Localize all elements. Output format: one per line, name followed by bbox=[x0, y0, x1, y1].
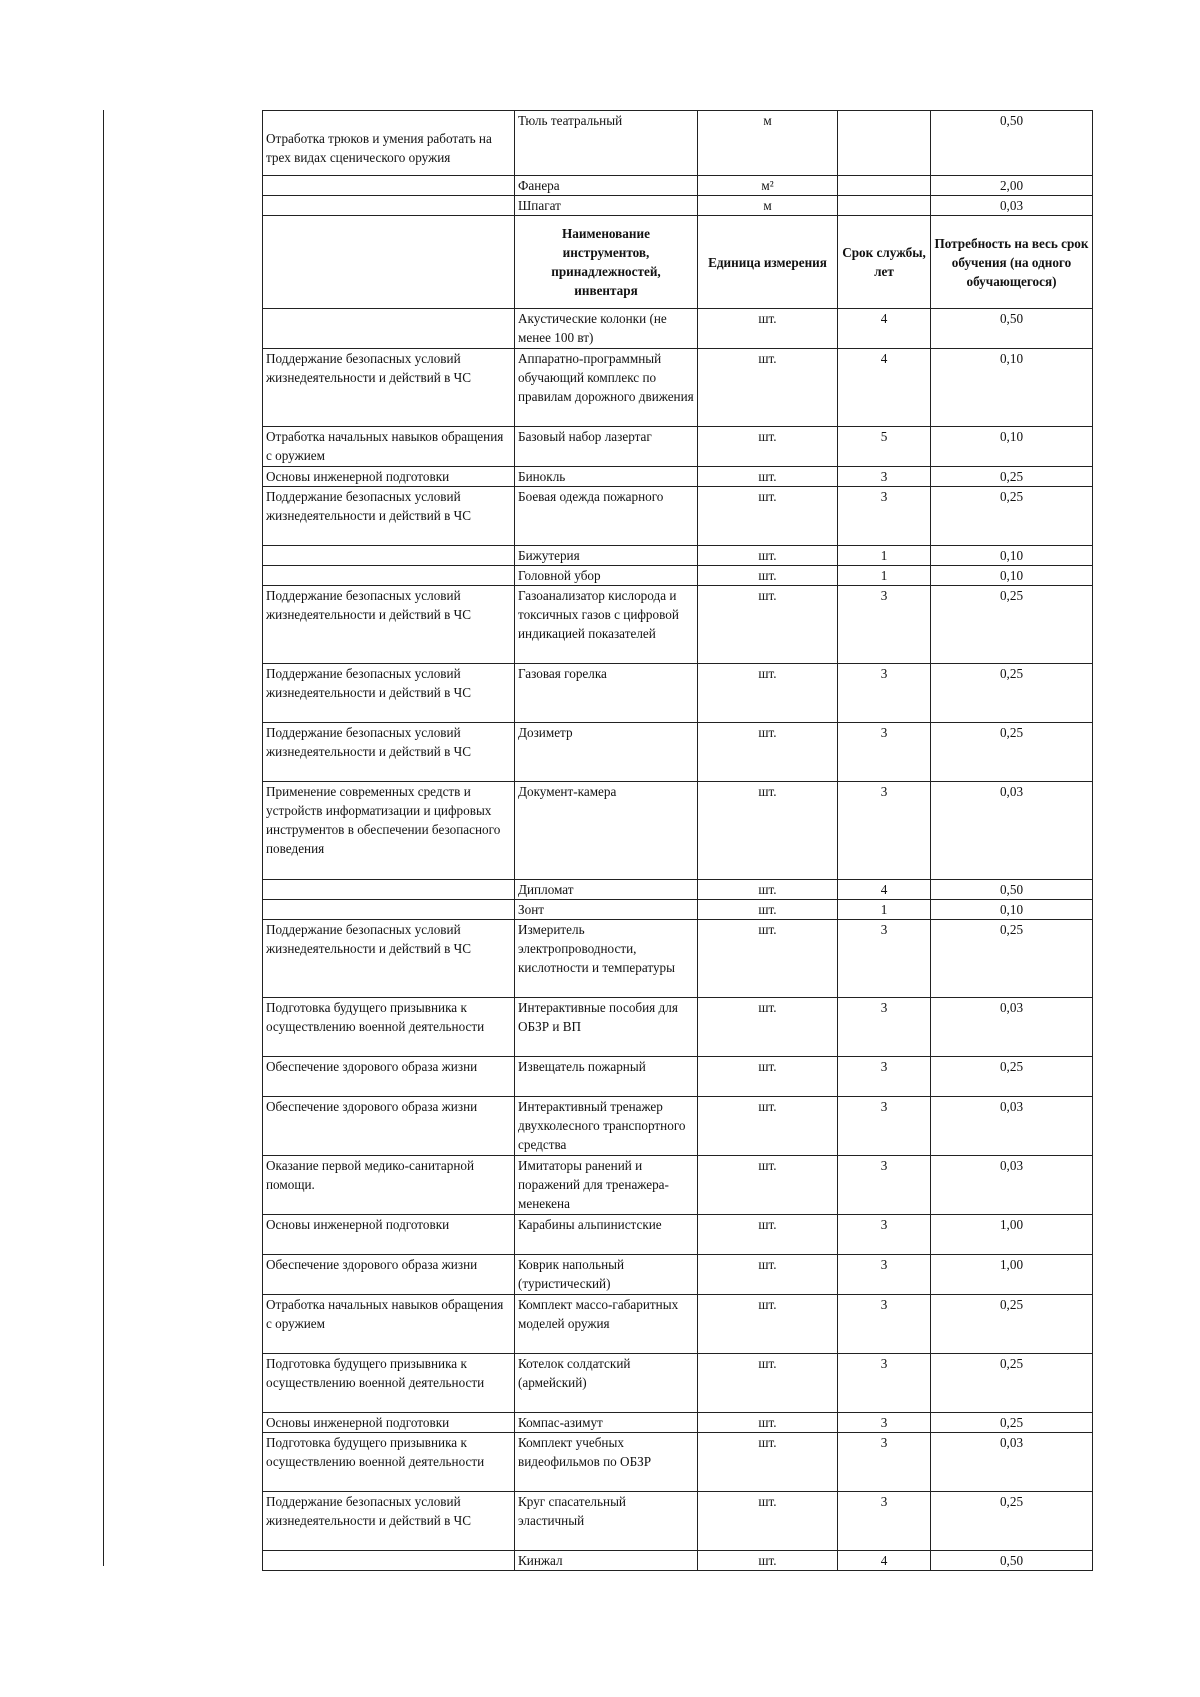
header-empty-cell bbox=[263, 216, 515, 309]
need-cell: 0,03 bbox=[931, 1433, 1093, 1492]
item-name-cell: Интерактивный тренажер двухколесного транспортного средства bbox=[515, 1097, 698, 1156]
item-name-cell: Интерактивные пособия для ОБЗР и ВП bbox=[515, 998, 698, 1057]
table-row bbox=[263, 723, 1093, 782]
term-cell: 1 bbox=[838, 546, 931, 566]
unit-cell: шт. bbox=[698, 900, 838, 920]
unit-cell: м² bbox=[698, 176, 838, 196]
term-cell: 3 bbox=[838, 487, 931, 546]
table-row bbox=[263, 586, 1093, 664]
purpose-cell: Основы инженерной подготовки bbox=[263, 467, 515, 487]
need-cell: 0,25 bbox=[931, 1354, 1093, 1413]
item-name-cell: Тюль театральный bbox=[515, 111, 698, 176]
term-cell: 1 bbox=[838, 566, 931, 586]
need-cell: 1,00 bbox=[931, 1255, 1093, 1295]
table-row bbox=[263, 1097, 1093, 1156]
term-cell: 5 bbox=[838, 427, 931, 467]
item-name-cell: Котелок солдатский (армейский) bbox=[515, 1354, 698, 1413]
item-name-cell: Головной убор bbox=[515, 566, 698, 586]
item-name-cell: Коврик напольный (туристический) bbox=[515, 1255, 698, 1295]
item-name-cell: Газоанализатор кислорода и токсичных газов с цифровой индикацией показателей bbox=[515, 586, 698, 664]
purpose-cell: Отработка начальных навыков обращения с оружием bbox=[263, 1295, 515, 1354]
table-row bbox=[263, 782, 1093, 880]
term-cell: 3 bbox=[838, 586, 931, 664]
unit-cell: шт. bbox=[698, 349, 838, 427]
term-cell: 3 bbox=[838, 1433, 931, 1492]
purpose-cell: Обеспечение здорового образа жизни bbox=[263, 1057, 515, 1097]
unit-cell: шт. bbox=[698, 427, 838, 467]
need-cell: 0,50 bbox=[931, 111, 1093, 176]
item-name-cell: Извещатель пожарный bbox=[515, 1057, 698, 1097]
table-row bbox=[263, 998, 1093, 1057]
purpose-cell: Применение современных средств и устройств информатизации и цифровых инструментов в обеспечении безопасного поведения bbox=[263, 782, 515, 880]
need-cell: 0,10 bbox=[931, 349, 1093, 427]
item-name-cell: Дозиметр bbox=[515, 723, 698, 782]
unit-cell: шт. bbox=[698, 1097, 838, 1156]
purpose-cell: Поддержание безопасных условий жизнедеятельности и действий в ЧС bbox=[263, 586, 515, 664]
need-cell: 0,03 bbox=[931, 196, 1093, 216]
item-name-cell: Комплект массо-габаритных моделей оружия bbox=[515, 1295, 698, 1354]
need-cell: 0,50 bbox=[931, 309, 1093, 349]
purpose-cell: Обеспечение здорового образа жизни bbox=[263, 1097, 515, 1156]
purpose-cell: Подготовка будущего призывника к осуществлению военной деятельности bbox=[263, 1433, 515, 1492]
table-row bbox=[263, 664, 1093, 723]
table-body bbox=[263, 309, 1093, 1571]
unit-cell: шт. bbox=[698, 664, 838, 723]
unit-cell: м bbox=[698, 196, 838, 216]
term-cell: 3 bbox=[838, 1255, 931, 1295]
table-row bbox=[263, 1215, 1093, 1255]
table-row bbox=[263, 1295, 1093, 1354]
need-cell: 0,25 bbox=[931, 723, 1093, 782]
left-margin-line bbox=[103, 110, 104, 1566]
item-name-cell: Газовая горелка bbox=[515, 664, 698, 723]
purpose-cell bbox=[263, 176, 515, 196]
need-cell: 0,10 bbox=[931, 427, 1093, 467]
term-cell bbox=[838, 196, 931, 216]
purpose-cell: Обеспечение здорового образа жизни bbox=[263, 1255, 515, 1295]
purpose-cell: Поддержание безопасных условий жизнедеятельности и действий в ЧС bbox=[263, 920, 515, 998]
unit-cell: шт. bbox=[698, 1433, 838, 1492]
table-row bbox=[263, 467, 1093, 487]
header-unit: Единица измерения bbox=[698, 216, 838, 309]
term-cell: 3 bbox=[838, 1295, 931, 1354]
item-name-cell: Комплект учебных видеофильмов по ОБЗР bbox=[515, 1433, 698, 1492]
item-name-cell: Зонт bbox=[515, 900, 698, 920]
table-row bbox=[263, 196, 1093, 216]
table-row bbox=[263, 1433, 1093, 1492]
term-cell: 3 bbox=[838, 920, 931, 998]
purpose-cell: Поддержание безопасных условий жизнедеятельности и действий в ЧС bbox=[263, 723, 515, 782]
purpose-cell: Отработка начальных навыков обращения с оружием bbox=[263, 427, 515, 467]
table-row bbox=[263, 1057, 1093, 1097]
term-cell: 3 bbox=[838, 1354, 931, 1413]
term-cell: 4 bbox=[838, 309, 931, 349]
purpose-cell bbox=[263, 546, 515, 566]
purpose-cell bbox=[263, 1551, 515, 1571]
purpose-cell: Подготовка будущего призывника к осуществлению военной деятельности bbox=[263, 1354, 515, 1413]
table-row bbox=[263, 309, 1093, 349]
item-name-cell: Шпагат bbox=[515, 196, 698, 216]
item-name-cell: Боевая одежда пожарного bbox=[515, 487, 698, 546]
table-row bbox=[263, 880, 1093, 900]
need-cell: 0,25 bbox=[931, 1295, 1093, 1354]
unit-cell: шт. bbox=[698, 723, 838, 782]
table-row bbox=[263, 546, 1093, 566]
purpose-cell: Поддержание безопасных условий жизнедеятельности и действий в ЧС bbox=[263, 349, 515, 427]
term-cell: 3 bbox=[838, 1097, 931, 1156]
need-cell: 0,25 bbox=[931, 467, 1093, 487]
table-row bbox=[263, 1492, 1093, 1551]
table-row bbox=[263, 1156, 1093, 1215]
need-cell: 0,50 bbox=[931, 880, 1093, 900]
need-cell: 0,03 bbox=[931, 1156, 1093, 1215]
unit-cell: шт. bbox=[698, 1551, 838, 1571]
unit-cell: шт. bbox=[698, 1492, 838, 1551]
table-row bbox=[263, 1354, 1093, 1413]
need-cell: 0,25 bbox=[931, 1492, 1093, 1551]
unit-cell: м bbox=[698, 111, 838, 176]
need-cell: 0,10 bbox=[931, 900, 1093, 920]
term-cell bbox=[838, 111, 931, 176]
table-row bbox=[263, 111, 1093, 176]
unit-cell: шт. bbox=[698, 1215, 838, 1255]
unit-cell: шт. bbox=[698, 309, 838, 349]
purpose-cell bbox=[263, 196, 515, 216]
unit-cell: шт. bbox=[698, 586, 838, 664]
unit-cell: шт. bbox=[698, 782, 838, 880]
item-name-cell: Круг спасательный эластичный bbox=[515, 1492, 698, 1551]
item-name-cell: Кинжал bbox=[515, 1551, 698, 1571]
term-cell: 3 bbox=[838, 723, 931, 782]
table-row bbox=[263, 176, 1093, 196]
purpose-cell: Основы инженерной подготовки bbox=[263, 1215, 515, 1255]
item-name-cell: Базовый набор лазертаг bbox=[515, 427, 698, 467]
unit-cell: шт. bbox=[698, 467, 838, 487]
need-cell: 0,25 bbox=[931, 487, 1093, 546]
table-header-row bbox=[263, 216, 1093, 309]
need-cell: 0,25 bbox=[931, 586, 1093, 664]
unit-cell: шт. bbox=[698, 998, 838, 1057]
term-cell bbox=[838, 176, 931, 196]
purpose-cell: Отработка трюков и умения работать на трех видах сценического оружия bbox=[263, 111, 515, 176]
unit-cell: шт. bbox=[698, 546, 838, 566]
table-row bbox=[263, 900, 1093, 920]
need-cell: 0,25 bbox=[931, 1057, 1093, 1097]
item-name-cell: Имитаторы ранений и поражений для тренажера-менекена bbox=[515, 1156, 698, 1215]
table-row bbox=[263, 920, 1093, 998]
table-row bbox=[263, 566, 1093, 586]
purpose-cell: Подготовка будущего призывника к осуществлению военной деятельности bbox=[263, 998, 515, 1057]
table-row bbox=[263, 487, 1093, 546]
item-name-cell: Акустические колонки (не менее 100 вт) bbox=[515, 309, 698, 349]
need-cell: 0,03 bbox=[931, 1097, 1093, 1156]
need-cell: 2,00 bbox=[931, 176, 1093, 196]
term-cell: 3 bbox=[838, 1413, 931, 1433]
item-name-cell: Дипломат bbox=[515, 880, 698, 900]
table-row bbox=[263, 1255, 1093, 1295]
term-cell: 3 bbox=[838, 467, 931, 487]
purpose-cell: Основы инженерной подготовки bbox=[263, 1413, 515, 1433]
need-cell: 0,25 bbox=[931, 920, 1093, 998]
term-cell: 3 bbox=[838, 1057, 931, 1097]
header-term: Срок службы, лет bbox=[838, 216, 931, 309]
need-cell: 0,03 bbox=[931, 782, 1093, 880]
purpose-cell: Поддержание безопасных условий жизнедеятельности и действий в ЧС bbox=[263, 664, 515, 723]
unit-cell: шт. bbox=[698, 920, 838, 998]
unit-cell: шт. bbox=[698, 880, 838, 900]
item-name-cell: Бинокль bbox=[515, 467, 698, 487]
item-name-cell: Фанера bbox=[515, 176, 698, 196]
item-name-cell: Документ-камера bbox=[515, 782, 698, 880]
term-cell: 4 bbox=[838, 880, 931, 900]
purpose-cell bbox=[263, 309, 515, 349]
table-row bbox=[263, 1551, 1093, 1571]
need-cell: 0,50 bbox=[931, 1551, 1093, 1571]
term-cell: 4 bbox=[838, 1551, 931, 1571]
table-row bbox=[263, 1413, 1093, 1433]
unit-cell: шт. bbox=[698, 566, 838, 586]
need-cell: 0,03 bbox=[931, 998, 1093, 1057]
term-cell: 3 bbox=[838, 1156, 931, 1215]
unit-cell: шт. bbox=[698, 1255, 838, 1295]
purpose-cell: Поддержание безопасных условий жизнедеятельности и действий в ЧС bbox=[263, 487, 515, 546]
unit-cell: шт. bbox=[698, 1354, 838, 1413]
term-cell: 3 bbox=[838, 782, 931, 880]
purpose-cell bbox=[263, 900, 515, 920]
need-cell: 1,00 bbox=[931, 1215, 1093, 1255]
unit-cell: шт. bbox=[698, 1057, 838, 1097]
unit-cell: шт. bbox=[698, 1156, 838, 1215]
unit-cell: шт. bbox=[698, 1295, 838, 1354]
term-cell: 1 bbox=[838, 900, 931, 920]
need-cell: 0,10 bbox=[931, 566, 1093, 586]
header-name: Наименование инструментов, принадлежностей, инвентаря bbox=[515, 216, 698, 309]
term-cell: 4 bbox=[838, 349, 931, 427]
item-name-cell: Компас-азимут bbox=[515, 1413, 698, 1433]
equipment-table bbox=[262, 110, 1093, 1571]
item-name-cell: Аппаратно-программный обучающий комплекс по правилам дорожного движения bbox=[515, 349, 698, 427]
table-row bbox=[263, 427, 1093, 467]
purpose-cell: Оказание первой медико-санитарной помощи. bbox=[263, 1156, 515, 1215]
item-name-cell: Измеритель электропроводности, кислотности и температуры bbox=[515, 920, 698, 998]
purpose-cell bbox=[263, 880, 515, 900]
need-cell: 0,25 bbox=[931, 664, 1093, 723]
need-cell: 0,10 bbox=[931, 546, 1093, 566]
header-need: Потребность на весь срок обучения (на одного обучающегося) bbox=[931, 216, 1093, 309]
term-cell: 3 bbox=[838, 1215, 931, 1255]
unit-cell: шт. bbox=[698, 1413, 838, 1433]
item-name-cell: Бижутерия bbox=[515, 546, 698, 566]
need-cell: 0,25 bbox=[931, 1413, 1093, 1433]
term-cell: 3 bbox=[838, 1492, 931, 1551]
table-row bbox=[263, 349, 1093, 427]
purpose-cell: Поддержание безопасных условий жизнедеятельности и действий в ЧС bbox=[263, 1492, 515, 1551]
unit-cell: шт. bbox=[698, 487, 838, 546]
term-cell: 3 bbox=[838, 664, 931, 723]
term-cell: 3 bbox=[838, 998, 931, 1057]
item-name-cell: Карабины альпинистские bbox=[515, 1215, 698, 1255]
purpose-cell bbox=[263, 566, 515, 586]
